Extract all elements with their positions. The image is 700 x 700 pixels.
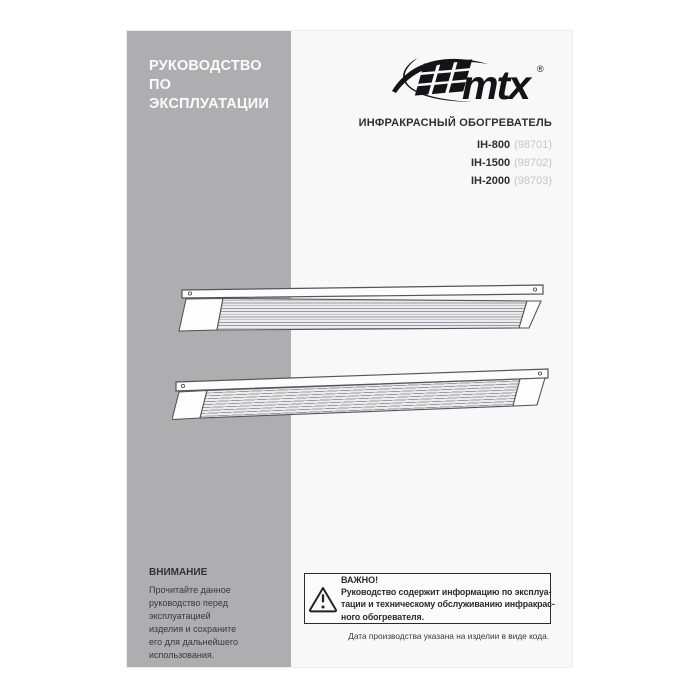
model-name: IH-1500: [470, 157, 511, 169]
left-gray-band: [127, 31, 291, 667]
model-row: [359, 136, 552, 154]
product-heading: ИНФРАКРАСНЫЙ ОБОГРЕВАТЕЛЬ: [358, 117, 552, 129]
important-notice-box: [304, 573, 555, 624]
heater-drawing-upper: [177, 281, 549, 335]
attention-line: Прочитайте данное: [149, 585, 231, 595]
warning-triangle-icon: [305, 585, 341, 613]
attention-line: изделия и сохраните: [149, 624, 237, 634]
model-name: IH-800: [477, 139, 511, 151]
attention-heading: ВНИМАНИЕ: [149, 567, 208, 578]
important-text: [341, 574, 560, 624]
important-line: ного обогревателя.: [341, 611, 424, 622]
manual-title: [149, 57, 291, 114]
manual-title-line2: ПО ЭКСПЛУАТАЦИИ: [149, 77, 269, 112]
logo-wordmark: mtx: [462, 62, 529, 107]
model-code: (98701): [514, 139, 552, 151]
manual-title-line1: РУКОВОДСТВО: [149, 58, 262, 74]
manual-cover-page: [126, 30, 573, 668]
registered-trademark-icon: ®: [537, 64, 544, 74]
attention-line: эксплуатацией: [149, 611, 211, 621]
mtx-logo: [388, 55, 548, 107]
attention-body: [149, 584, 273, 662]
model-name: IH-2000: [470, 175, 511, 187]
attention-line: использования.: [149, 650, 215, 660]
important-line: Руководство содержит информацию по эксплуа-: [341, 586, 552, 597]
production-date-note: Дата производства указана на изделии в виде кода.: [348, 631, 549, 641]
product-info: [359, 117, 552, 190]
model-row: [359, 172, 552, 190]
attention-note: [149, 567, 273, 662]
important-line: тации и техническому обслуживанию инфракрас-: [341, 599, 555, 610]
attention-line: руководство перед: [149, 598, 228, 608]
attention-line: его для дальнейшего: [149, 637, 238, 647]
heater-illustration-upper: [177, 281, 549, 335]
mtx-logo-graphic: [388, 55, 548, 107]
important-heading: ВАЖНО!: [341, 574, 379, 585]
heater-drawing-lower: [172, 362, 554, 420]
model-code: (98702): [514, 157, 552, 169]
model-row: [359, 154, 552, 172]
heater-illustration-lower: [172, 362, 554, 420]
model-code: (98703): [514, 175, 552, 187]
